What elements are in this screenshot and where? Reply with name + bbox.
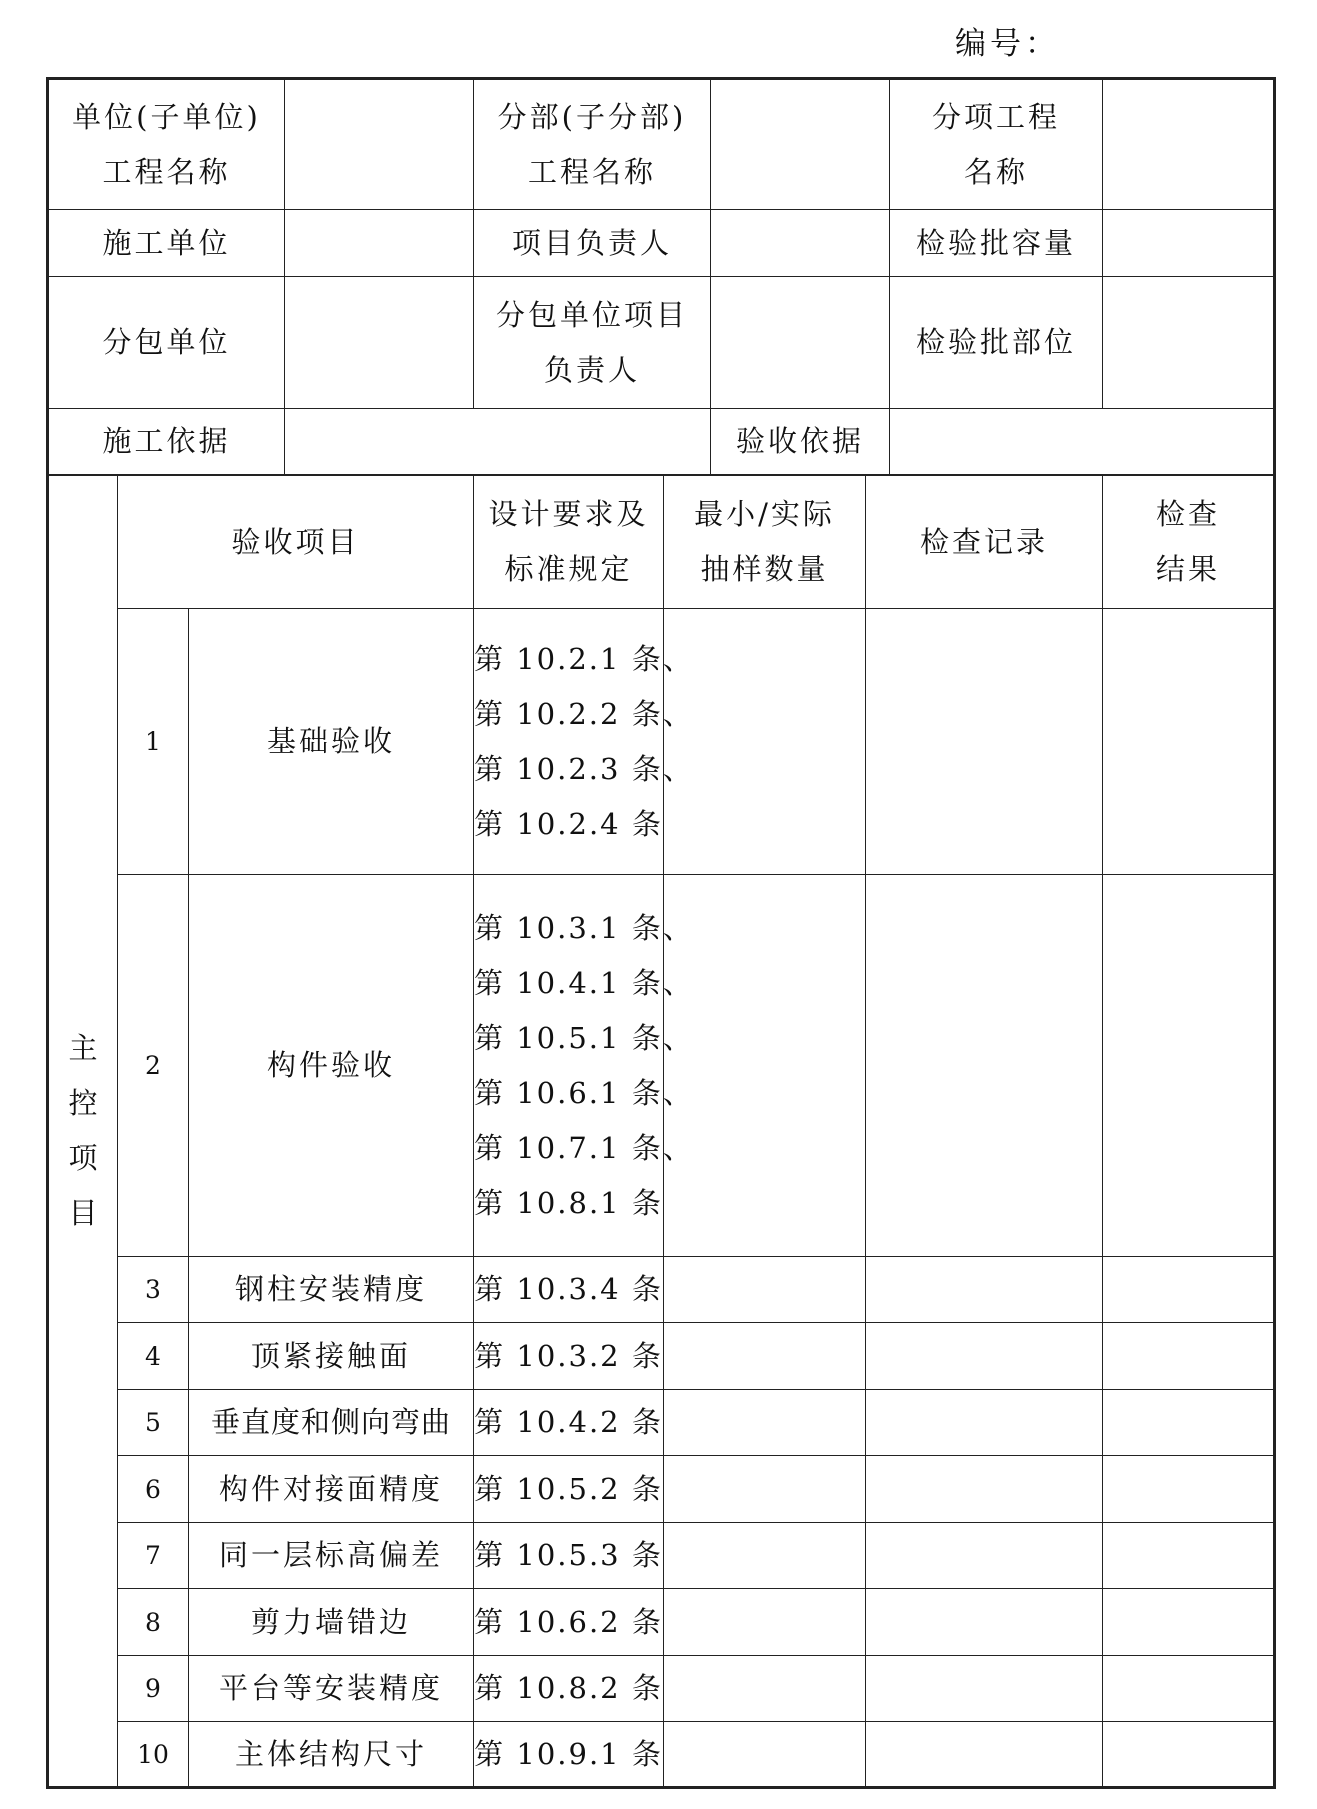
item-standard: 第 10.8.2 条 <box>474 1656 664 1722</box>
project-manager-label: 项目负责人 <box>474 210 711 277</box>
item-record-cell[interactable] <box>866 1589 1103 1656</box>
col-header-result-line2: 结果 <box>1156 552 1221 586</box>
item-standard-line: 第 10.2.1 条、 <box>474 641 694 676</box>
col-header-sample-line2: 抽样数量 <box>700 552 829 586</box>
item-standard-line: 第 10.2.2 条、 <box>474 696 694 731</box>
inspection-table <box>46 475 1276 1789</box>
item-record-cell[interactable] <box>866 1456 1103 1523</box>
item-name: 构件验收 <box>189 875 474 1257</box>
item-number: 7 <box>118 1523 189 1589</box>
item-sample-cell[interactable] <box>664 609 866 875</box>
item-number: 9 <box>118 1656 189 1722</box>
inspection-form <box>46 77 1273 1796</box>
item-standard: 第 10.9.1 条 <box>474 1722 664 1788</box>
item-name: 主体结构尺寸 <box>189 1722 474 1788</box>
batch-location-label: 检验批部位 <box>890 277 1103 409</box>
item-result-cell[interactable] <box>1103 1656 1275 1722</box>
subdivision-label <box>474 79 711 210</box>
item-result-cell[interactable] <box>1103 1390 1275 1456</box>
item-result-cell[interactable] <box>1103 1323 1275 1390</box>
item-name: 垂直度和侧向弯曲 <box>189 1390 474 1456</box>
item-name: 钢柱安装精度 <box>189 1257 474 1323</box>
item-standard-line: 第 10.2.3 条、 <box>474 751 694 786</box>
serial-number-label: 编号： <box>955 26 1060 62</box>
item-standard-line: 第 10.2.4 条 <box>474 806 663 841</box>
batch-location-value[interactable] <box>1103 277 1275 409</box>
item-name: 同一层标高偏差 <box>189 1523 474 1589</box>
subdivision-label-line2: 工程名称 <box>527 154 656 189</box>
col-header-item: 验收项目 <box>118 476 474 609</box>
item-standard <box>474 609 694 875</box>
table-row <box>48 1390 1275 1456</box>
item-sample-cell[interactable] <box>664 1257 866 1323</box>
item-sample-cell[interactable] <box>664 1390 866 1456</box>
item-number: 4 <box>118 1323 189 1390</box>
item-number: 8 <box>118 1589 189 1656</box>
col-header-requirement <box>474 476 664 609</box>
item-sample-cell[interactable] <box>664 1456 866 1523</box>
col-header-result <box>1103 476 1275 609</box>
section-label: 主控项目 <box>68 1031 98 1230</box>
col-header-requirement-line1: 设计要求及 <box>488 497 649 531</box>
table-row <box>48 1323 1275 1390</box>
item-sample-cell[interactable] <box>664 1589 866 1656</box>
sub-manager-label-line2: 负责人 <box>543 352 640 387</box>
item-result-cell[interactable] <box>1103 609 1275 875</box>
table-row <box>48 1523 1275 1589</box>
item-record-cell[interactable] <box>866 1722 1103 1788</box>
col-header-record: 检查记录 <box>866 476 1103 609</box>
item-name: 基础验收 <box>189 609 474 875</box>
item-standard: 第 10.3.4 条 <box>474 1257 664 1323</box>
section-label-cell <box>48 476 118 1788</box>
batch-capacity-value[interactable] <box>1103 210 1275 277</box>
item-record-cell[interactable] <box>866 609 1103 875</box>
item-record-cell[interactable] <box>866 1390 1103 1456</box>
item-project-label <box>890 79 1103 210</box>
table-row <box>48 1456 1275 1523</box>
unit-project-label <box>48 79 285 210</box>
item-standard-line: 第 10.8.1 条 <box>474 1185 663 1220</box>
col-header-sample-line1: 最小/实际 <box>694 497 835 531</box>
col-header-result-line1: 检查 <box>1156 497 1221 531</box>
item-standard-line: 第 10.7.1 条、 <box>474 1130 694 1165</box>
item-number: 1 <box>118 609 189 875</box>
unit-project-label-line1: 单位(子单位) <box>72 99 261 134</box>
item-sample-cell[interactable] <box>664 875 866 1257</box>
item-sample-cell[interactable] <box>664 1323 866 1390</box>
table-row <box>48 1722 1275 1788</box>
project-manager-value[interactable] <box>711 210 890 277</box>
table-row <box>48 875 1275 1257</box>
table-row <box>48 609 1275 875</box>
item-result-cell[interactable] <box>1103 1523 1275 1589</box>
item-name: 平台等安装精度 <box>189 1656 474 1722</box>
unit-project-label-line2: 工程名称 <box>102 154 231 189</box>
subdivision-value[interactable] <box>711 79 890 210</box>
item-standard-line: 第 10.6.1 条、 <box>474 1075 694 1110</box>
acceptance-basis-label: 验收依据 <box>711 409 890 475</box>
item-sample-cell[interactable] <box>664 1722 866 1788</box>
item-result-cell[interactable] <box>1103 1722 1275 1788</box>
unit-project-value[interactable] <box>285 79 474 210</box>
table-row <box>48 1257 1275 1323</box>
subcontractor-value[interactable] <box>285 277 474 409</box>
item-record-cell[interactable] <box>866 1523 1103 1589</box>
sub-manager-value[interactable] <box>711 277 890 409</box>
item-record-cell[interactable] <box>866 1656 1103 1722</box>
sub-manager-label <box>474 277 711 409</box>
item-name: 剪力墙错边 <box>189 1589 474 1656</box>
construction-unit-value[interactable] <box>285 210 474 277</box>
subdivision-label-line1: 分部(子分部) <box>497 99 687 134</box>
item-result-cell[interactable] <box>1103 1589 1275 1656</box>
item-standard: 第 10.5.3 条 <box>474 1523 664 1589</box>
item-number: 2 <box>118 875 189 1257</box>
item-record-cell[interactable] <box>866 1323 1103 1390</box>
item-standard: 第 10.3.2 条 <box>474 1323 664 1390</box>
item-number: 5 <box>118 1390 189 1456</box>
item-number: 3 <box>118 1257 189 1323</box>
item-sample-cell[interactable] <box>664 1656 866 1722</box>
item-standard <box>474 875 694 1257</box>
col-header-requirement-line2: 标准规定 <box>504 552 633 586</box>
item-sample-cell[interactable] <box>664 1523 866 1589</box>
item-name: 构件对接面精度 <box>189 1456 474 1523</box>
item-standard: 第 10.6.2 条 <box>474 1589 664 1656</box>
item-standard-line: 第 10.4.1 条、 <box>474 965 694 1000</box>
item-number: 6 <box>118 1456 189 1523</box>
item-standard-line: 第 10.3.1 条、 <box>474 910 694 945</box>
construction-basis-value[interactable] <box>285 409 711 475</box>
item-result-cell[interactable] <box>1103 1257 1275 1323</box>
item-standard: 第 10.4.2 条 <box>474 1390 664 1456</box>
col-header-sample <box>664 476 866 609</box>
item-project-label-line2: 名称 <box>963 154 1028 189</box>
item-project-label-line1: 分项工程 <box>931 99 1060 134</box>
item-number: 10 <box>118 1722 189 1788</box>
acceptance-basis-value[interactable] <box>890 409 1275 475</box>
construction-unit-label: 施工单位 <box>48 210 285 277</box>
subcontractor-label: 分包单位 <box>48 277 285 409</box>
item-standard-line: 第 10.5.1 条、 <box>474 1020 694 1055</box>
table-row <box>48 1656 1275 1722</box>
item-record-cell[interactable] <box>866 875 1103 1257</box>
item-standard: 第 10.5.2 条 <box>474 1456 664 1523</box>
info-table <box>46 77 1276 475</box>
item-result-cell[interactable] <box>1103 1456 1275 1523</box>
sub-manager-label-line1: 分包单位项目 <box>495 297 688 332</box>
item-result-cell[interactable] <box>1103 875 1275 1257</box>
item-record-cell[interactable] <box>866 1257 1103 1323</box>
item-name: 顶紧接触面 <box>189 1323 474 1390</box>
construction-basis-label: 施工依据 <box>48 409 285 475</box>
table-row <box>48 1589 1275 1656</box>
item-project-value[interactable] <box>1103 79 1275 210</box>
batch-capacity-label: 检验批容量 <box>890 210 1103 277</box>
